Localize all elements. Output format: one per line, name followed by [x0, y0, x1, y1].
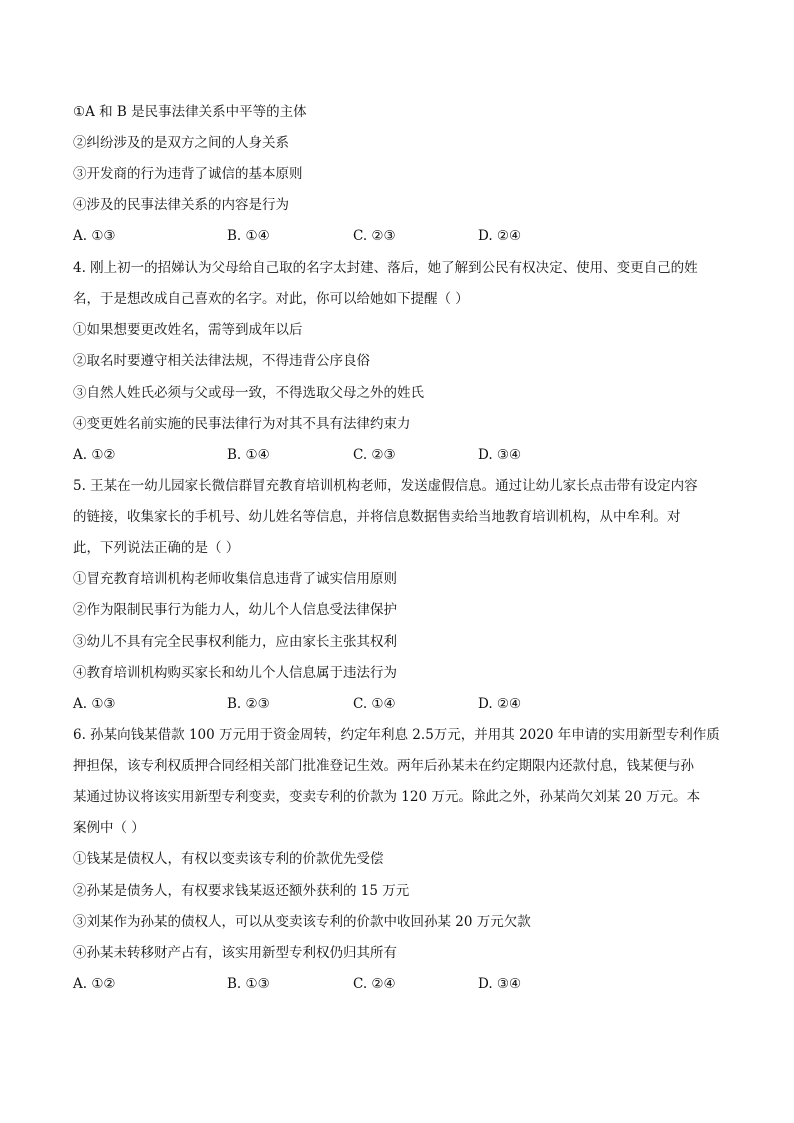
- q6-statement-2: ②孙某是债务人，有权要求钱某返还额外获利的 15 万元: [73, 883, 410, 899]
- q5-stem-line-3: 此，下列说法正确的是（ ）: [73, 540, 240, 556]
- q5-stem-line-1: 5. 王某在一幼儿园家长微信群冒充教育培训机构老师，发送虚假信息。通过让幼儿家长点击带有设定内容: [73, 478, 698, 494]
- q6-choices: [73, 974, 733, 994]
- q4-statement-1: ①如果想要更改姓名，需等到成年以后: [73, 322, 303, 338]
- q3-choice-b: B. ①④: [227, 228, 270, 244]
- q6-choice-c: C. ②④: [353, 976, 396, 992]
- q3-choice-a: A. ①③: [73, 228, 116, 244]
- q4-stem-line-1: 4. 刚上初一的招娣认为父母给自己取的名字太封建、落后，她了解到公民有权决定、使用、变更自己的姓: [73, 260, 698, 276]
- q5-choice-b: B. ②③: [227, 696, 270, 712]
- q3-choice-c: C. ②③: [353, 228, 396, 244]
- q5-statement-3: ③幼儿不具有完全民事权利能力，应由家长主张其权利: [73, 634, 397, 650]
- q6-stem-line-1: 6. 孙某向钱某借款 100 万元用于资金周转，约定年利息 2.5万元，并用其 2020 年申请的实用新型专利作质: [73, 727, 720, 743]
- q6-statement-1: ①钱某是债权人，有权以变卖该专利的价款优先受偿: [73, 851, 384, 867]
- q6-choice-b: B. ①③: [227, 976, 270, 992]
- q6-choice-d: D. ③④: [478, 976, 522, 992]
- q5-statement-2: ②作为限制民事行为能力人，幼儿个人信息受法律保护: [73, 602, 397, 618]
- q4-choice-d: D. ③④: [478, 447, 522, 463]
- q4-choice-c: C. ②③: [353, 447, 396, 463]
- q5-choice-a: A. ①③: [73, 696, 116, 712]
- q6-stem-line-2: 押担保，该专利权质押合同经相关部门批准登记生效。两年后孙某未在约定期限内还款付息，钱某便与孙: [73, 758, 694, 774]
- q6-choice-a: A. ①②: [73, 976, 116, 992]
- q3-statement-2: ②纠纷涉及的是双方之间的人身关系: [73, 135, 289, 151]
- q3-statement-3: ③开发商的行为违背了诚信的基本原则: [73, 166, 303, 182]
- q5-stem-line-2: 的链接，收集家长的手机号、幼儿姓名等信息，并将信息数据售卖给当地教育培训机构，从中牟利。对: [73, 509, 681, 525]
- q6-stem-line-4: 案例中（ ）: [73, 820, 145, 836]
- q4-choice-a: A. ①②: [73, 447, 116, 463]
- q5-statement-4: ④教育培训机构购买家长和幼儿个人信息属于违法行为: [73, 665, 397, 681]
- q5-choice-c: C. ①④: [353, 696, 396, 712]
- q5-choice-d: D. ②④: [478, 696, 522, 712]
- q4-choices: [73, 445, 733, 465]
- q4-choice-b: B. ①④: [227, 447, 270, 463]
- q5-statement-1: ①冒充教育培训机构老师收集信息违背了诚实信用原则: [73, 571, 397, 587]
- q6-statement-3: ③刘某作为孙某的债权人，可以从变卖该专利的价款中收回孙某 20 万元欠款: [73, 914, 531, 930]
- q3-choice-d: D. ②④: [478, 228, 522, 244]
- q4-statement-2: ②取名时要遵守相关法律法规，不得违背公序良俗: [73, 353, 370, 369]
- q6-statement-4: ④孙某未转移财产占有，该实用新型专利权仍归其所有: [73, 945, 397, 961]
- q3-statement-1: ①A 和 B 是民事法律关系中平等的主体: [73, 104, 307, 120]
- q3-choices: [73, 226, 733, 246]
- q4-stem-line-2: 名，于是想改成自己喜欢的名字。对此，你可以给她如下提醒（ ）: [73, 291, 469, 307]
- q4-statement-3: ③自然人姓氏必须与父或母一致，不得选取父母之外的姓氏: [73, 385, 424, 401]
- q3-statement-4: ④涉及的民事法律关系的内容是行为: [73, 197, 289, 213]
- q4-statement-4: ④变更姓名前实施的民事法律行为对其不具有法律约束力: [73, 416, 411, 432]
- q6-stem-line-3: 某通过协议将该实用新型专利变卖，变卖专利的价款为 120 万元。除此之外，孙某尚欠刘某 20 万元。本: [73, 789, 701, 805]
- q5-choices: [73, 694, 733, 714]
